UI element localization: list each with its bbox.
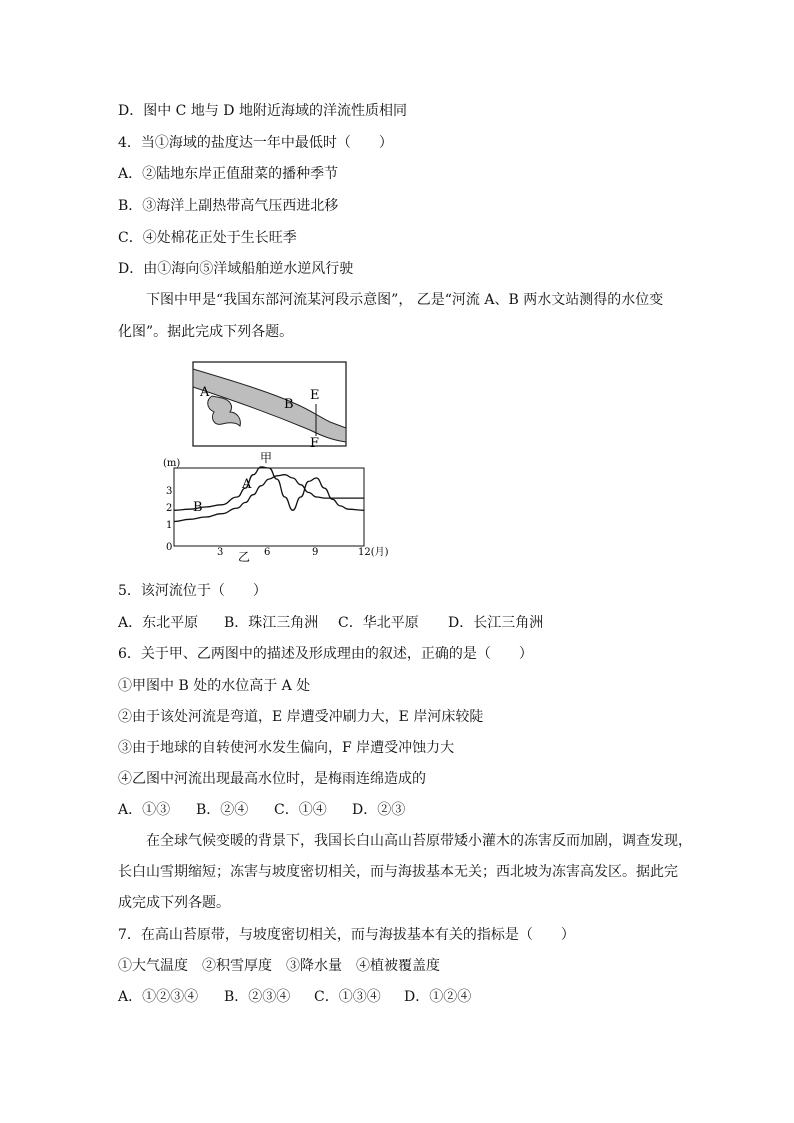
q6-option-d: D．②③ bbox=[352, 802, 406, 818]
q7-option-b: B．②③④ bbox=[224, 989, 291, 1005]
x-tick-3: 3 bbox=[217, 547, 224, 558]
q7-options bbox=[118, 987, 471, 1007]
y-axis-unit: (m) bbox=[163, 458, 181, 469]
x-tick-12: 12(月) bbox=[358, 547, 389, 558]
map-label-a: A bbox=[200, 385, 210, 400]
q6-statement-2: ②由于该处河流是弯道，E 岸遭受冲刷力大，E 岸河床较陡 bbox=[118, 709, 484, 725]
q6-option-c: C．①④ bbox=[274, 802, 327, 818]
q6-stem: 6．关于甲、乙两图中的描述及形成理由的叙述，正确的是（ ） bbox=[118, 646, 533, 662]
q7-option-a: A．①②③④ bbox=[118, 989, 199, 1005]
q4-option-c: C．④处棉花正处于生长旺季 bbox=[118, 230, 297, 246]
intro2-line2: 化图”。据此完成下列各题。 bbox=[118, 324, 294, 340]
water-level-chart bbox=[163, 458, 389, 564]
q5-option-a: A．东北平原 bbox=[118, 615, 199, 631]
river-map bbox=[193, 362, 346, 465]
q6-statement-4: ④乙图中河流出现最高水位时，是梅雨连绵造成的 bbox=[118, 771, 426, 787]
q5-option-b: B．珠江三角洲 bbox=[224, 615, 319, 631]
q4-option-a: A．②陆地东岸正值甜菜的播种季节 bbox=[118, 166, 339, 182]
map-label-b: B bbox=[284, 397, 294, 412]
q6-option-b: B．②④ bbox=[196, 802, 249, 818]
q5-options bbox=[118, 613, 543, 633]
q6-options bbox=[118, 800, 405, 820]
series-label-a: A bbox=[242, 477, 252, 492]
y-tick-0: 0 bbox=[166, 542, 173, 553]
q3-option-d: D．图中 C 地与 D 地附近海域的洋流性质相同 bbox=[118, 103, 407, 119]
q7-option-d: D．①②④ bbox=[404, 989, 472, 1005]
map-caption: 甲 bbox=[260, 451, 273, 465]
figure bbox=[160, 356, 389, 568]
q4-stem: 4．当①海域的盐度达一年中最低时（ ） bbox=[118, 135, 393, 151]
intro3-line1: 在全球气候变暖的背景下，我国长白山高山苔原带矮小灌木的冻害反而加剧，调查发现， bbox=[146, 833, 692, 849]
y-tick-3: 3 bbox=[166, 486, 173, 497]
q7-stem: 7．在高山苔原带，与坡度密切相关，而与海拔基本有关的指标是（ ） bbox=[118, 927, 575, 943]
y-tick-2: 2 bbox=[166, 503, 173, 514]
intro3-line2: 长白山雪期缩短；冻害与坡度密切相关，而与海拔基本无关；西北坡为冻害高发区。据此完 bbox=[118, 864, 678, 880]
chart-caption: 乙 bbox=[238, 550, 251, 564]
q7-option-c: C．①③④ bbox=[314, 989, 381, 1005]
series-label-b: B bbox=[193, 500, 203, 515]
q6-statement-3: ③由于地球的自转使河水发生偏向，F 岸遭受冲蚀力大 bbox=[118, 740, 455, 756]
y-tick-1: 1 bbox=[166, 520, 173, 531]
q4-option-d: D．由①海向⑤洋域船舶逆水逆风行驶 bbox=[118, 261, 354, 277]
x-tick-9: 9 bbox=[312, 547, 319, 558]
q5-option-c: C．华北平原 bbox=[338, 615, 419, 631]
q4-option-b: B．③海洋上副热带高气压西进北移 bbox=[118, 198, 339, 214]
q7-items: ①大气温度 ②积雪厚度 ③降水量 ④植被覆盖度 bbox=[118, 958, 440, 974]
map-label-e: E bbox=[310, 388, 320, 403]
map-label-f: F bbox=[310, 436, 320, 451]
q6-option-a: A．①③ bbox=[118, 802, 171, 818]
x-tick-6: 6 bbox=[264, 547, 271, 558]
q5-stem: 5．该河流位于（ ） bbox=[118, 583, 267, 599]
q6-statement-1: ①甲图中 B 处的水位高于 A 处 bbox=[118, 678, 311, 694]
intro3-line3: 成完成下列各题。 bbox=[118, 895, 230, 911]
intro2-line1: 下图中甲是“我国东部河流某河段示意图”， 乙是“河流 A、B 两水文站测得的水位变 bbox=[146, 292, 664, 308]
q5-option-d: D．长江三角洲 bbox=[448, 615, 544, 631]
